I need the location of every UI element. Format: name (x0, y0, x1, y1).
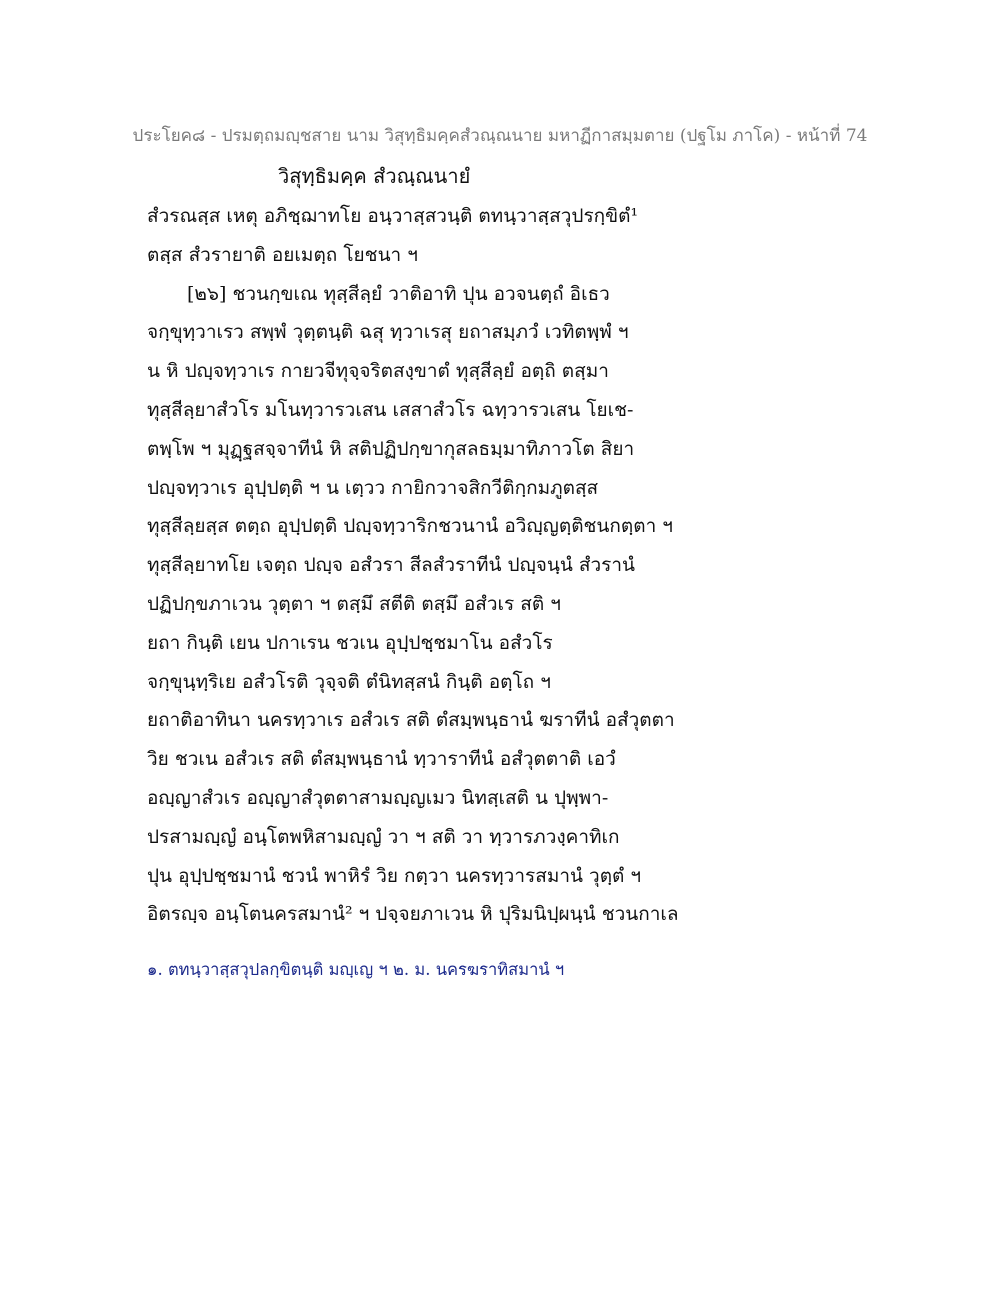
body-line: ปรสามญฺญํ อนฺโตพหิสามญฺญํ วา ฯ สติ วา ทฺวารภวงฺคาทิเก (147, 825, 620, 848)
body-line: ตสฺส สํวรายาติ อยเมตฺถ โยชนา ฯ (147, 243, 418, 266)
body-line: ปญฺจทฺวาเร อุปฺปตฺติ ฯ น เตฺวว กายิกวาจสิกวีติกฺกมภูตสฺส (147, 476, 599, 499)
body-line: [๒๖] ชวนกฺขเณ ทุสฺสีลฺยํ วาติอาทิ ปุน อวจนตฺถํ อิเธว (187, 282, 610, 305)
body-line: ยถา กินฺติ เยน ปกาเรน ชวเน อุปฺปชฺชมาโน อสํวโร (147, 631, 553, 654)
body-line: ปฏิปกฺขภาเวน วุตฺตา ฯ ตสฺมึ สตีติ ตสฺมึ อสํวเร สติ ฯ (147, 592, 561, 615)
body-line: ทุสฺสีลฺยสฺส ตตฺถ อุปฺปตฺติ ปญฺจทฺวาริกชวนานํ อวิญฺญตฺติชนกตฺตา ฯ (147, 515, 673, 538)
footnote: ๑. ตทนฺวาสฺสวุปลกฺขิตนฺติ มญฺเญ ฯ ๒. ม. นครฆราทิสมานํ ฯ (147, 960, 565, 979)
body-line: จกฺขุทฺวาเรว สพฺพํ วุตฺตนฺติ ฉสุ ทฺวาเรสุ ยถาสมฺภวํ เวทิตพฺพํ ฯ (147, 321, 629, 344)
body-line: ตพฺโพ ฯ มุฏฺฐสจฺจาทีนํ หิ สติปฏิปกฺขากุสลธมฺมาทิภาวโต สิยา (147, 437, 635, 460)
body-line: น หิ ปญฺจทฺวาเร กายวจีทุจฺจริตสงฺขาตํ ทุสฺสีลฺยํ อตฺถิ ตสฺมา (147, 360, 609, 383)
running-header: ประโยค๘ - ปรมตฺถมญฺชสาย นาม วิสุทฺธิมคฺคสํวณฺณนาย มหาฏีกาสมฺมตาย (ปฐโม ภาโค) - หน้าที่ 74 (132, 126, 868, 146)
body-line: ยถาติอาทินา นครทฺวาเร อสํวเร สติ ตํสมฺพนฺธานํ ฆราทีนํ อสํวุตตา (147, 709, 675, 732)
body-line: อญฺญาสํวเร อญฺญาสํวุตตาสามญฺญเมว นิทสฺเสติ น ปุพฺพา- (147, 786, 609, 809)
body-line: ปุน อุปฺปชฺชมานํ ชวนํ พาหิรํ วิย กตฺวา นครทฺวารสมานํ วุตฺตํ ฯ (147, 864, 642, 887)
body-line: ทุสฺสีลฺยาทโย เจตฺถ ปญฺจ อสํวรา สีลสํวราทีนํ ปญฺจนฺนํ สํวรานํ (147, 554, 636, 577)
body-line: จกฺขุนฺทฺริเย อสํวโรติ วุจฺจติ ตํนิทสฺสนํ กินฺติ อตฺโถ ฯ (147, 670, 551, 693)
body-line: สํวรณสฺส เหตุ อภิชฺฌาทโย อนฺวาสฺสวนฺติ ตทนฺวาสฺสวุปรกฺขิตํ¹ (147, 205, 639, 227)
body-line: ทุสฺสีลฺยาสํวโร มโนทฺวารวเสน เสสาสํวโร ฉทฺวารวเสน โยเช- (147, 398, 634, 421)
body-line: วิย ชวเน อสํวเร สติ ตํสมฺพนฺธานํ ทฺวาราทีนํ อสํวุตตาติ เอวํ (147, 748, 616, 771)
section-title: วิสุทฺธิมคฺค สํวณฺณนายํ (278, 164, 471, 188)
body-text (147, 197, 867, 934)
body-line: อิตรญฺจ อนฺโตนครสมานํ² ฯ ปจฺจยภาเวน หิ ปุริมนิปฺผนฺนํ ชวนกาเล (147, 903, 679, 926)
